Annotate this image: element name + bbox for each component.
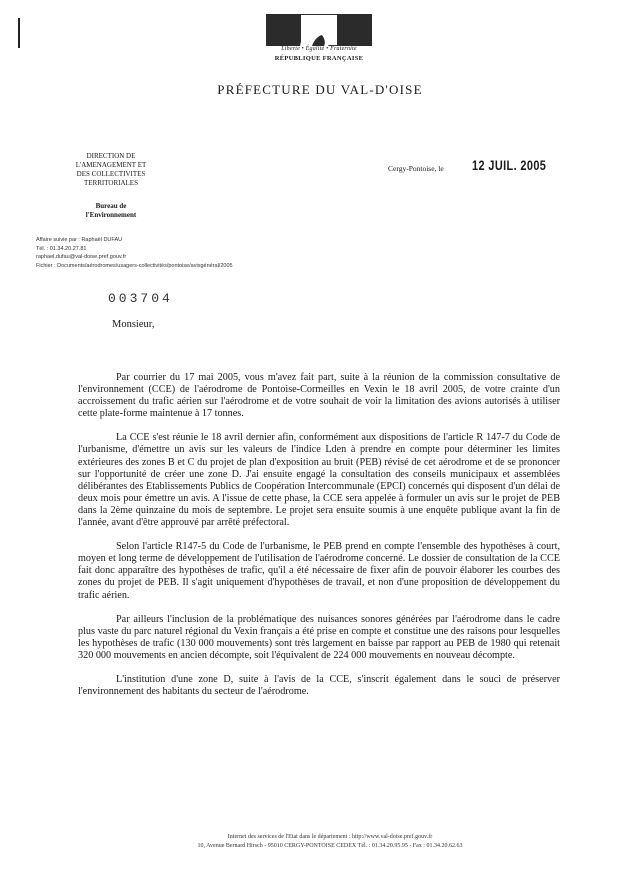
contact-file: Fichier : Documents/aérodromes/usagers-collectivités/pontoise/avisgénéral/2005 [36,262,233,269]
bureau-line: Bureau de [95,202,127,210]
body-paragraph: Par ailleurs l'inclusion de la problématique des nuisances sonores générées par l'aérodrome dans le cadre plus vaste du parc naturel régional du Vexin français a été prise en compte et constitue une des raisons pour lesquelles les hypothèses de trafic (130 000 mouvements) sont très largement en baisse par rapport au PEB de 1980 qui retenait 320 000 mouvements en ancien décompte, soit l'équivalent de 224 000 mouvements en nouveau décompte. [78,613,560,661]
marianne-profile-icon [294,14,344,46]
salutation: Monsieur, [112,319,155,330]
prefecture-title: PRÉFECTURE DU VAL-D'OISE [217,82,423,97]
sender-direction [56,152,166,188]
republic-name: RÉPUBLIQUE FRANÇAISE [274,55,364,62]
place-text: Cergy-Pontoise, le [388,164,444,173]
direction-line: TERRITORIALES [84,179,138,187]
direction-line: DIRECTION DE [86,152,136,160]
bureau-line: l'Environnement [85,211,137,219]
body-paragraph: La CCE s'est réunie le 18 avril dernier afin, conformément aux dispositions de l'article R 147-7 du Code de l'urbanisme, d'émettre un avis sur les valeurs de l'indice Lden à prendre en compte pour déterminer les limites extérieures des zones B et C du projet de plan d'exposition au bruit (PEB) révisé de cet aérodrome et de se prononcer sur l'opportunité de créer une zone D. J'ai ensuite engagé la consultation des conseils municipaux et assemblées délibérantes des Etablissements Publics de Coopération Intercommunale (EPCI) concernés qui disposent d'un délai de deux mois pour émettre un avis. A l'issue de cette phase, la CCE sera appelée à formuler un avis sur le projet de PEB dans la 2ème quinzaine du mois de septembre. Le projet sera ensuite soumis à une enquête publique avant la fin de l'année, avant d'être approuvé par arrêté préfectoral. [78,432,560,529]
date-stamp: 12 JUIL. 2005 [472,157,547,173]
direction-line: L'AMENAGEMENT ET [75,161,147,169]
footer-address: 10, Avenue Bernard Hirsch - 95010 CERGY-PONTOISE CEDEX Tél. : 01.34.20.95.95 - Fax : 01.34.20.62.63 [197,843,463,849]
body-paragraph: L'institution d'une zone D, suite à l'avis de la CCE, s'inscrit également dans le souci de préserver l'environnement des habitants du secteur de l'aérodrome. [78,673,560,698]
reference-number: 003704 [108,291,173,306]
contact-handler: Affaire suivie par : Raphaël DUFAU [36,237,123,243]
body-paragraph: Par courrier du 17 mai 2005, vous m'avez fait part, suite à la réunion de la commission consultative de l'environnement (CCE) de l'aérodrome de Pontoise-Cormeilles en Vexin le 18 avril 2005, de votre crainte d'un accroissement du trafic aérien sur l'aérodrome et de votre souhait de voir la limitation des avions autorisés à utiliser cette plate-forme maintenue à 17 tonnes. [78,372,560,420]
marianne-logo [266,14,372,46]
contact-block [36,236,336,270]
republic-motto: Liberté • Égalité • Fraternité [281,46,357,52]
body-paragraph: Selon l'article R147-5 du Code de l'urbanisme, le PEB prend en compte l'ensemble des hypothèses à court, moyen et long terme de développement de l'utilisation de l'aérodrome concerné. Le dossier de consultation de la CCE fait donc apparaître des hypothèses de trafic, qu'il a été nécessaire de fixer afin de pouvoir élaborer les courbes des zones du projet de PEB. Il s'agit uniquement d'hypothèses de travail, et non d'une proposition de développement du trafic aérien. [78,541,560,601]
letter-footer [100,833,560,851]
footer-website: Internet des services de l'Etat dans le département : http://www.val-doise.pref.gouv.fr [227,834,433,840]
scan-crop-mark [18,18,20,48]
contact-phone: Tél. : 01.34.20.27.81 [36,245,87,252]
direction-line: DES COLLECTIVITES [76,170,146,178]
sender-bureau [56,202,166,220]
letter-body [78,372,560,710]
contact-email: raphael.dufau@val-doise.pref.gouv.fr [36,254,127,260]
